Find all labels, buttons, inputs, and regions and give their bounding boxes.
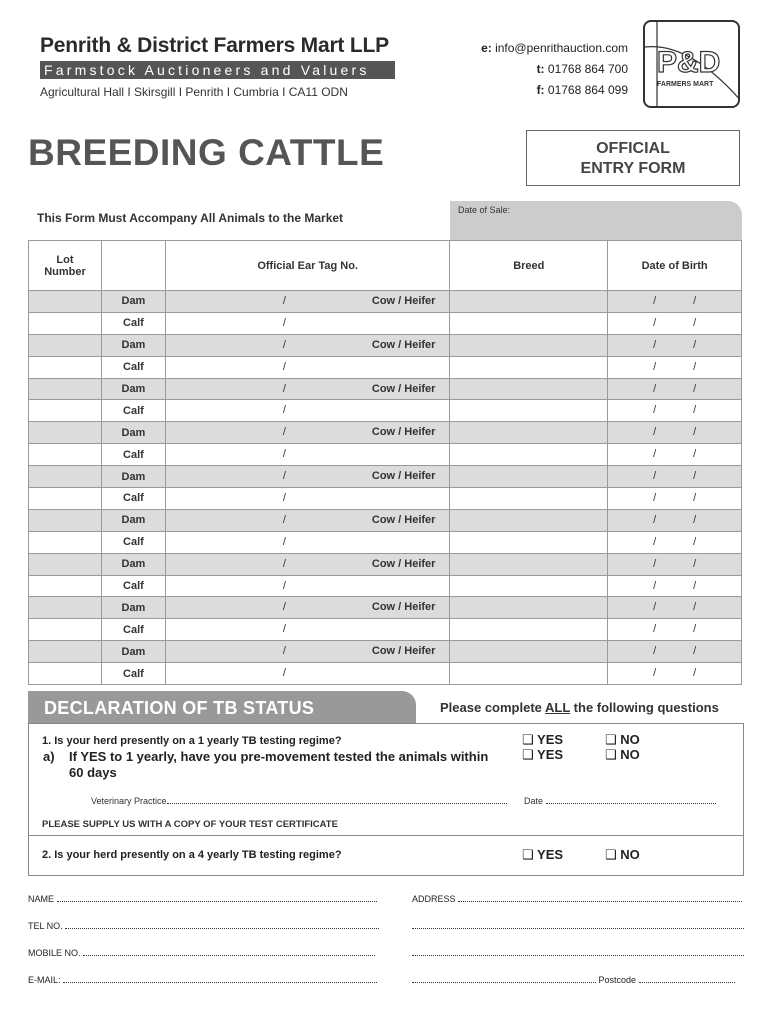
declaration-box bbox=[28, 723, 744, 876]
date-separator: / bbox=[653, 623, 657, 636]
form-title: BREEDING CATTLE bbox=[28, 132, 385, 173]
lot-number-cell[interactable] bbox=[29, 553, 102, 575]
lot-number-cell[interactable] bbox=[29, 597, 102, 619]
lot-number-cell[interactable] bbox=[29, 356, 102, 378]
breed-cell[interactable] bbox=[450, 312, 608, 334]
animal-type-cell: Dam bbox=[101, 553, 165, 575]
breed-cell[interactable] bbox=[450, 597, 608, 619]
dob-cell[interactable] bbox=[608, 312, 742, 334]
animal-type-cell: Calf bbox=[101, 444, 165, 466]
date-separator: / bbox=[653, 426, 657, 439]
declaration-title: DECLARATION OF TB STATUS bbox=[28, 691, 416, 723]
contact-details bbox=[481, 38, 628, 101]
q2-no-checkbox[interactable]: ❑ NO bbox=[605, 847, 640, 862]
q1-no-checkbox[interactable]: ❑ NO bbox=[605, 732, 640, 747]
logo-letters: P&D bbox=[657, 46, 721, 79]
lot-number-cell[interactable] bbox=[29, 509, 102, 531]
ear-tag-cell[interactable] bbox=[165, 509, 450, 531]
table-row bbox=[29, 422, 742, 444]
date-separator: / bbox=[693, 316, 697, 329]
lot-number-cell[interactable] bbox=[29, 378, 102, 400]
supply-certificate-note: PLEASE SUPPLY US WITH A COPY OF YOUR TEST CERTIFICATE bbox=[42, 819, 338, 830]
animal-type-cell: Calf bbox=[101, 575, 165, 597]
date-separator: / bbox=[653, 645, 657, 658]
date-separator: / bbox=[653, 535, 657, 548]
dob-cell[interactable] bbox=[608, 597, 742, 619]
table-row bbox=[29, 619, 742, 641]
ear-tag-cell[interactable] bbox=[165, 466, 450, 488]
date-separator: / bbox=[653, 404, 657, 417]
date-separator: / bbox=[693, 557, 697, 570]
breed-cell[interactable] bbox=[450, 575, 608, 597]
ear-tag-cell[interactable] bbox=[165, 334, 450, 356]
cow-heifer-label: Cow / Heifer bbox=[371, 645, 436, 658]
accompany-notice: This Form Must Accompany All Animals to the Market bbox=[37, 211, 344, 225]
ear-tag-separator: / bbox=[282, 557, 286, 570]
animal-type-cell: Dam bbox=[101, 466, 165, 488]
email-field[interactable]: E-MAIL: bbox=[28, 975, 377, 985]
declaration-divider bbox=[29, 835, 743, 836]
ear-tag-separator: / bbox=[282, 601, 286, 614]
cow-heifer-label: Cow / Heifer bbox=[371, 295, 436, 307]
table-row bbox=[29, 400, 742, 422]
date-separator: / bbox=[693, 426, 697, 439]
animal-type-cell: Dam bbox=[101, 509, 165, 531]
ear-tag-separator: / bbox=[282, 492, 286, 505]
animal-type-cell: Calf bbox=[101, 488, 165, 510]
email-line: e: info@penrithauction.com bbox=[481, 41, 628, 55]
ear-tag-cell[interactable] bbox=[165, 312, 450, 334]
date-of-sale-field[interactable] bbox=[450, 201, 742, 241]
certificate-date-field[interactable]: Date bbox=[524, 796, 716, 806]
lot-number-cell[interactable] bbox=[29, 422, 102, 444]
ear-tag-separator: / bbox=[282, 382, 286, 395]
cow-heifer-label: Cow / Heifer bbox=[371, 382, 436, 395]
logo-text: FARMERS MART bbox=[657, 81, 714, 88]
ear-tag-separator: / bbox=[282, 579, 286, 592]
ear-tag-cell[interactable] bbox=[165, 444, 450, 466]
breed-cell[interactable] bbox=[450, 444, 608, 466]
date-separator: / bbox=[693, 579, 697, 592]
lot-number-cell[interactable] bbox=[29, 444, 102, 466]
dob-cell[interactable] bbox=[608, 466, 742, 488]
header-lot-number: Lot Number bbox=[29, 241, 102, 291]
date-separator: / bbox=[693, 338, 697, 351]
please-complete-note: Please complete ALL the following questions bbox=[440, 700, 719, 715]
breed-cell[interactable] bbox=[450, 488, 608, 510]
name-field[interactable]: NAME bbox=[28, 894, 377, 904]
lot-number-cell[interactable] bbox=[29, 334, 102, 356]
date-separator: / bbox=[693, 404, 697, 417]
q1a-no-checkbox[interactable]: ❑ NO bbox=[605, 747, 640, 762]
table-row bbox=[29, 356, 742, 378]
cow-heifer-label: Cow / Heifer bbox=[371, 470, 436, 483]
cattle-entry-table bbox=[28, 240, 742, 685]
ear-tag-cell[interactable] bbox=[165, 400, 450, 422]
date-separator: / bbox=[693, 492, 697, 505]
breed-cell[interactable] bbox=[450, 378, 608, 400]
ear-tag-separator: / bbox=[282, 667, 286, 680]
ear-tag-cell[interactable] bbox=[165, 553, 450, 575]
animal-type-cell: Calf bbox=[101, 356, 165, 378]
breed-cell[interactable] bbox=[450, 531, 608, 553]
date-separator: / bbox=[653, 316, 657, 329]
header-type bbox=[101, 241, 165, 291]
table-row bbox=[29, 531, 742, 553]
breed-cell[interactable] bbox=[450, 291, 608, 313]
tel-line: t: 01768 864 700 bbox=[536, 62, 628, 76]
ear-tag-separator: / bbox=[282, 535, 286, 548]
ear-tag-cell[interactable] bbox=[165, 488, 450, 510]
ear-tag-separator: / bbox=[282, 645, 286, 658]
breed-cell[interactable] bbox=[450, 334, 608, 356]
table-row bbox=[29, 641, 742, 663]
table-row bbox=[29, 488, 742, 510]
date-separator: / bbox=[693, 448, 697, 461]
address-line-3[interactable] bbox=[412, 948, 744, 958]
company-name: Penrith & District Farmers Mart LLP bbox=[40, 34, 389, 57]
dob-cell[interactable] bbox=[608, 378, 742, 400]
animal-type-cell: Dam bbox=[101, 334, 165, 356]
animal-type-cell: Dam bbox=[101, 422, 165, 444]
date-separator: / bbox=[693, 470, 697, 483]
ear-tag-separator: / bbox=[282, 513, 286, 526]
lot-number-cell[interactable] bbox=[29, 641, 102, 663]
ear-tag-cell[interactable] bbox=[165, 597, 450, 619]
question-1: 1. Is your herd presently on a 1 yearly TB testing regime? bbox=[42, 735, 342, 747]
dob-cell[interactable] bbox=[608, 400, 742, 422]
dob-cell[interactable] bbox=[608, 509, 742, 531]
animal-type-cell: Dam bbox=[101, 291, 165, 313]
breed-cell[interactable] bbox=[450, 466, 608, 488]
breed-cell[interactable] bbox=[450, 400, 608, 422]
ear-tag-separator: / bbox=[282, 360, 286, 373]
table-row bbox=[29, 291, 742, 313]
date-separator: / bbox=[653, 579, 657, 592]
mobile-field[interactable]: MOBILE NO. bbox=[28, 948, 375, 958]
dob-cell[interactable] bbox=[608, 488, 742, 510]
breed-cell[interactable] bbox=[450, 509, 608, 531]
date-separator: / bbox=[693, 645, 697, 658]
animal-type-cell: Calf bbox=[101, 400, 165, 422]
ear-tag-cell[interactable] bbox=[165, 663, 450, 685]
date-separator: / bbox=[693, 360, 697, 373]
cow-heifer-label: Cow / Heifer bbox=[371, 557, 436, 570]
table-row bbox=[29, 312, 742, 334]
date-separator: / bbox=[653, 295, 657, 307]
breed-cell[interactable] bbox=[450, 356, 608, 378]
header-ear-tag: Official Ear Tag No. bbox=[165, 241, 450, 291]
ear-tag-separator: / bbox=[282, 338, 286, 351]
date-separator: / bbox=[653, 557, 657, 570]
dob-cell[interactable] bbox=[608, 641, 742, 663]
table-row bbox=[29, 575, 742, 597]
lot-number-cell[interactable] bbox=[29, 488, 102, 510]
animal-type-cell: Dam bbox=[101, 641, 165, 663]
ear-tag-cell[interactable] bbox=[165, 356, 450, 378]
cow-heifer-label: Cow / Heifer bbox=[371, 601, 436, 614]
lot-number-cell[interactable] bbox=[29, 619, 102, 641]
lot-number-cell[interactable] bbox=[29, 531, 102, 553]
fax-line: f: 01768 864 099 bbox=[536, 83, 628, 97]
table-row bbox=[29, 509, 742, 531]
animal-type-cell: Calf bbox=[101, 619, 165, 641]
ear-tag-cell[interactable] bbox=[165, 641, 450, 663]
company-tagline: Farmstock Auctioneers and Valuers bbox=[40, 61, 395, 79]
tel-field[interactable]: TEL NO. bbox=[28, 921, 379, 931]
date-separator: / bbox=[653, 338, 657, 351]
lot-number-cell[interactable] bbox=[29, 663, 102, 685]
lot-number-cell[interactable] bbox=[29, 291, 102, 313]
date-separator: / bbox=[693, 623, 697, 636]
date-of-sale-label: Date of Sale: bbox=[458, 205, 511, 215]
date-separator: / bbox=[653, 470, 657, 483]
ear-tag-cell[interactable] bbox=[165, 378, 450, 400]
date-separator: / bbox=[653, 667, 657, 680]
company-address: Agricultural Hall I Skirsgill I Penrith I Cumbria I CA11 ODN bbox=[40, 85, 348, 99]
ear-tag-cell[interactable] bbox=[165, 619, 450, 641]
veterinary-practice-field[interactable]: Veterinary Practice bbox=[91, 796, 507, 806]
ear-tag-separator: / bbox=[282, 448, 286, 461]
address-line-4[interactable] bbox=[412, 975, 735, 985]
cow-heifer-label: Cow / Heifer bbox=[371, 513, 436, 526]
breed-cell[interactable] bbox=[450, 663, 608, 685]
dob-cell[interactable] bbox=[608, 531, 742, 553]
date-separator: / bbox=[653, 513, 657, 526]
table-row bbox=[29, 663, 742, 685]
ear-tag-separator: / bbox=[282, 404, 286, 417]
header-date-of-birth: Date of Birth bbox=[608, 241, 742, 291]
animal-type-cell: Dam bbox=[101, 378, 165, 400]
dob-cell[interactable] bbox=[608, 553, 742, 575]
header-breed: Breed bbox=[450, 241, 608, 291]
animal-type-cell: Calf bbox=[101, 663, 165, 685]
email-link[interactable]: info@penrithauction.com bbox=[495, 41, 628, 55]
logo-graphic bbox=[645, 22, 740, 108]
date-separator: / bbox=[693, 513, 697, 526]
date-separator: / bbox=[653, 382, 657, 395]
ear-tag-separator: / bbox=[282, 426, 286, 439]
official-entry-box: OFFICIAL ENTRY FORM bbox=[526, 130, 740, 186]
date-separator: / bbox=[653, 360, 657, 373]
date-separator: / bbox=[693, 295, 697, 307]
animal-type-cell: Dam bbox=[101, 597, 165, 619]
ear-tag-cell[interactable] bbox=[165, 575, 450, 597]
table-row bbox=[29, 444, 742, 466]
date-separator: / bbox=[653, 492, 657, 505]
date-separator: / bbox=[693, 667, 697, 680]
table-row bbox=[29, 466, 742, 488]
breed-cell[interactable] bbox=[450, 619, 608, 641]
ear-tag-cell[interactable] bbox=[165, 291, 450, 313]
address-line-2[interactable] bbox=[412, 921, 744, 931]
postcode-label: Postcode bbox=[598, 975, 637, 985]
cow-heifer-label: Cow / Heifer bbox=[371, 426, 436, 439]
table-row bbox=[29, 597, 742, 619]
q1-yes-checkbox[interactable]: ❑ YES bbox=[522, 732, 564, 747]
lot-number-cell[interactable] bbox=[29, 312, 102, 334]
ear-tag-separator: / bbox=[282, 295, 286, 307]
date-separator: / bbox=[653, 601, 657, 614]
lot-number-cell[interactable] bbox=[29, 400, 102, 422]
q1a-yes-checkbox[interactable]: ❑ YES bbox=[522, 747, 564, 762]
date-separator: / bbox=[653, 448, 657, 461]
dob-cell[interactable] bbox=[608, 291, 742, 313]
date-separator: / bbox=[693, 535, 697, 548]
ear-tag-cell[interactable] bbox=[165, 531, 450, 553]
breed-cell[interactable] bbox=[450, 641, 608, 663]
question-2: 2. Is your herd presently on a 4 yearly TB testing regime? bbox=[42, 849, 342, 861]
q2-yes-checkbox[interactable]: ❑ YES bbox=[522, 847, 564, 862]
ear-tag-cell[interactable] bbox=[165, 422, 450, 444]
animal-type-cell: Calf bbox=[101, 312, 165, 334]
dob-cell[interactable] bbox=[608, 356, 742, 378]
animal-type-cell: Calf bbox=[101, 531, 165, 553]
table-row bbox=[29, 553, 742, 575]
ear-tag-separator: / bbox=[282, 470, 286, 483]
ear-tag-separator: / bbox=[282, 316, 286, 329]
table-header-row bbox=[29, 241, 742, 291]
lot-number-cell[interactable] bbox=[29, 575, 102, 597]
date-separator: / bbox=[693, 382, 697, 395]
dob-cell[interactable] bbox=[608, 663, 742, 685]
question-1a: a) If YES to 1 yearly, have you pre-movement tested the animals within 60 days bbox=[43, 749, 489, 780]
table-row bbox=[29, 334, 742, 356]
dob-cell[interactable] bbox=[608, 422, 742, 444]
date-separator: / bbox=[693, 601, 697, 614]
breed-cell[interactable] bbox=[450, 422, 608, 444]
address-field[interactable]: ADDRESS bbox=[412, 894, 742, 904]
dob-cell[interactable] bbox=[608, 575, 742, 597]
table-row bbox=[29, 378, 742, 400]
dob-cell[interactable] bbox=[608, 444, 742, 466]
dob-cell[interactable] bbox=[608, 619, 742, 641]
company-logo bbox=[643, 20, 740, 108]
cow-heifer-label: Cow / Heifer bbox=[371, 338, 436, 351]
ear-tag-separator: / bbox=[282, 623, 286, 636]
breed-cell[interactable] bbox=[450, 553, 608, 575]
dob-cell[interactable] bbox=[608, 334, 742, 356]
lot-number-cell[interactable] bbox=[29, 466, 102, 488]
